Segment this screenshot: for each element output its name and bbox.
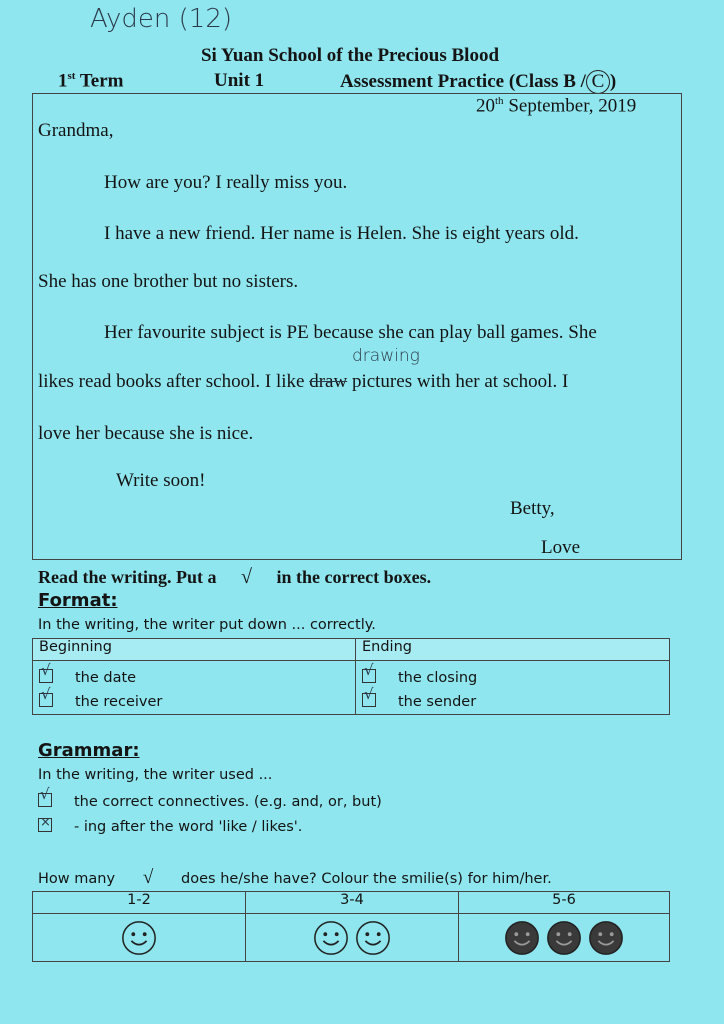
checkbox[interactable]: √: [362, 669, 376, 683]
smiley-icon[interactable]: [120, 919, 158, 957]
format-title: Format:: [38, 590, 118, 611]
letter-greeting: Grandma,: [38, 120, 114, 141]
signoff-love: Love: [541, 537, 581, 558]
checkbox-row-date: √ the date: [41, 661, 137, 686]
checkbox[interactable]: ×: [40, 815, 51, 830]
grammar-intro: In the writing, the writer used ...: [38, 767, 273, 783]
rating-label: 3-4: [246, 892, 459, 914]
letter-line: How are you? I really miss you.: [104, 172, 348, 193]
grammar-title: Grammar:: [38, 740, 140, 761]
checkbox-row-sender: √ the sender: [364, 685, 477, 710]
school-name: Si Yuan School of the Precious Blood: [200, 45, 500, 66]
signoff-name: Betty,: [510, 498, 555, 519]
checkbox[interactable]: √: [39, 693, 53, 707]
smiley-icon-coloured[interactable]: [545, 919, 583, 957]
crossed-word: draw: [309, 371, 348, 392]
letter-line: Write soon!: [116, 470, 206, 491]
ending-header: Ending: [356, 639, 670, 661]
smiley-cell[interactable]: [33, 914, 246, 962]
beginning-header: Beginning: [33, 639, 356, 661]
letter-line: I have a new friend. Her name is Helen. She is eight years old.: [104, 223, 579, 244]
checkbox[interactable]: √: [39, 669, 53, 683]
instruction: Read the writing. Put a √ in the correct boxes.: [38, 566, 432, 588]
rating-label: 1-2: [33, 892, 246, 914]
smiley-cell[interactable]: [459, 914, 670, 962]
format-table: [32, 638, 670, 715]
letter-line: love her because she is nice.: [38, 423, 254, 444]
smiley-icon-coloured[interactable]: [587, 919, 625, 957]
teacher-correction: drawing: [352, 346, 420, 366]
checkbox-row-receiver: √ the receiver: [41, 685, 163, 710]
student-name: Ayden (12): [90, 4, 233, 34]
format-intro: In the writing, the writer put down ... correctly.: [38, 617, 376, 633]
smiley-icon[interactable]: [312, 919, 350, 957]
checkbox-row-connectives: √ the correct connectives. (e.g. and, or, but): [40, 785, 382, 810]
smiley-icon-coloured[interactable]: [503, 919, 541, 957]
letter-line: likes read books after school. I like draw pictures with her at school. I: [38, 371, 569, 392]
smiley-cell[interactable]: [246, 914, 459, 962]
rating-question: How many √ does he/she have? Colour the smilie(s) for him/her.: [38, 867, 552, 888]
assessment-label: Assessment Practice (Class B / C ): [340, 71, 617, 92]
letter-date: 20th September, 2019: [476, 95, 637, 117]
circled-class: C: [586, 70, 610, 94]
letter-line: Her favourite subject is PE because she can play ball games. She: [104, 322, 597, 343]
checkbox-row-ing: × - ing after the word 'like / likes'.: [40, 815, 303, 835]
checkbox[interactable]: √: [38, 793, 52, 807]
unit-label: Unit 1: [214, 70, 265, 91]
term-label: 1st Term: [58, 70, 124, 92]
checkbox[interactable]: √: [362, 693, 376, 707]
rating-table: [32, 891, 670, 962]
rating-label: 5-6: [459, 892, 670, 914]
letter-line: She has one brother but no sisters.: [38, 271, 299, 292]
checkbox-row-closing: √ the closing: [364, 661, 478, 686]
smiley-icon[interactable]: [354, 919, 392, 957]
